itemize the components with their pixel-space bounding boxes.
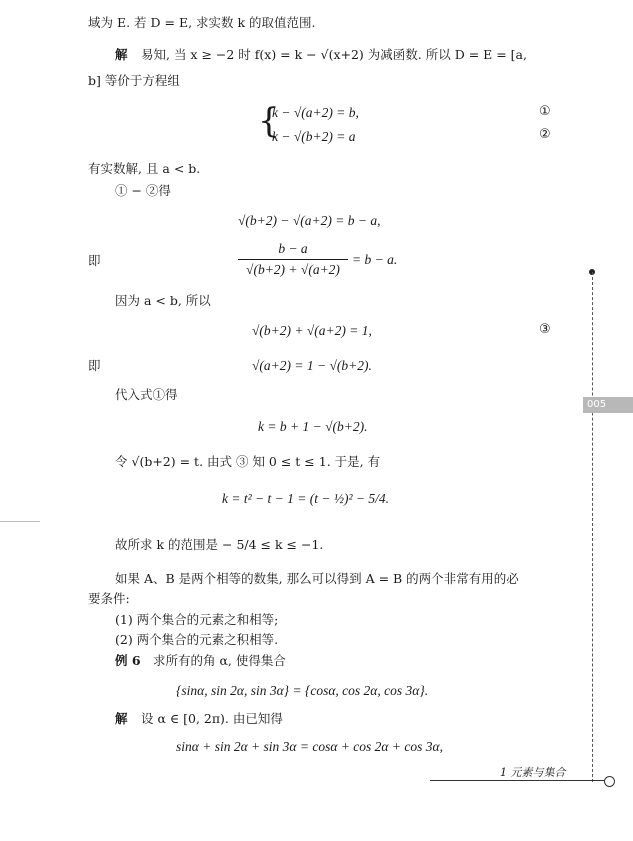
fraction-denominator: √(b+2) + √(a+2) — [246, 262, 340, 277]
text-line: 域为 E. 若 D = E, 求实数 k 的取值范围. — [88, 15, 316, 30]
equation-number: ① — [539, 104, 551, 119]
fraction-bar — [238, 259, 348, 260]
text-line: 故所求 k 的范围是 − 5/4 ≤ k ≤ −1. — [115, 537, 324, 552]
text-line: 因为 a < b, 所以 — [115, 293, 211, 308]
solution-label: 解 — [115, 47, 128, 62]
equation: k − √(a+2) = b, — [272, 105, 359, 120]
text-line: 有实数解, 且 a < b. — [88, 161, 201, 176]
footer-circle-icon — [604, 776, 615, 787]
text-line: 设 α ∈ [0, 2π). 由已知得 — [141, 711, 283, 726]
equation-number: ② — [539, 127, 551, 142]
equation-number: ③ — [539, 322, 551, 337]
list-item: (2) 两个集合的元素之积相等. — [115, 632, 279, 647]
equation: √(a+2) = 1 − √(b+2). — [252, 358, 372, 373]
system-brace: { — [258, 101, 280, 141]
equation: k = t² − t − 1 = (t − ½)² − 5/4. — [222, 491, 389, 506]
equation: = b − a. — [352, 252, 398, 267]
fraction-numerator: b − a — [278, 241, 308, 256]
footer-chapter: 1 元素与集合 — [500, 766, 566, 779]
text-line: 要条件: — [88, 591, 130, 606]
text-line: 求所有的角 α, 使得集合 — [153, 653, 286, 668]
equation: {sinα, sin 2α, sin 3α} = {cosα, cos 2α, cos 3α}. — [176, 683, 429, 698]
text-line: 即 — [88, 358, 101, 373]
text-line: b] 等价于方程组 — [88, 73, 180, 88]
equation: √(b+2) − √(a+2) = b − a, — [238, 213, 381, 228]
margin-dashed-line — [592, 272, 593, 782]
text-line: 代入式①得 — [115, 387, 178, 402]
margin-rule — [0, 521, 40, 522]
equation: k = b + 1 − √(b+2). — [258, 419, 368, 434]
example-label: 例 6 — [115, 653, 141, 668]
text-line: 即 — [88, 253, 101, 268]
equation: sinα + sin 2α + sin 3α = cosα + cos 2α + cos 3α, — [176, 739, 443, 754]
text-line: 如果 A、B 是两个相等的数集, 那么可以得到 A = B 的两个非常有用的必 — [115, 571, 519, 586]
margin-page-tag: 005 — [583, 397, 633, 413]
equation: √(b+2) + √(a+2) = 1, — [252, 323, 372, 338]
list-item: (1) 两个集合的元素之和相等; — [115, 612, 279, 627]
footer-rule — [430, 780, 605, 781]
text-line: 易知, 当 x ≥ −2 时 f(x) = k − √(x+2) 为减函数. 所以 D = E = [a, — [141, 47, 527, 62]
text-line: 令 √(b+2) = t. 由式 ③ 知 0 ≤ t ≤ 1. 于是, 有 — [115, 454, 381, 469]
solution-label: 解 — [115, 711, 128, 726]
equation: k − √(b+2) = a — [272, 129, 356, 144]
text-line: ① − ②得 — [115, 183, 171, 198]
fraction — [238, 240, 348, 279]
